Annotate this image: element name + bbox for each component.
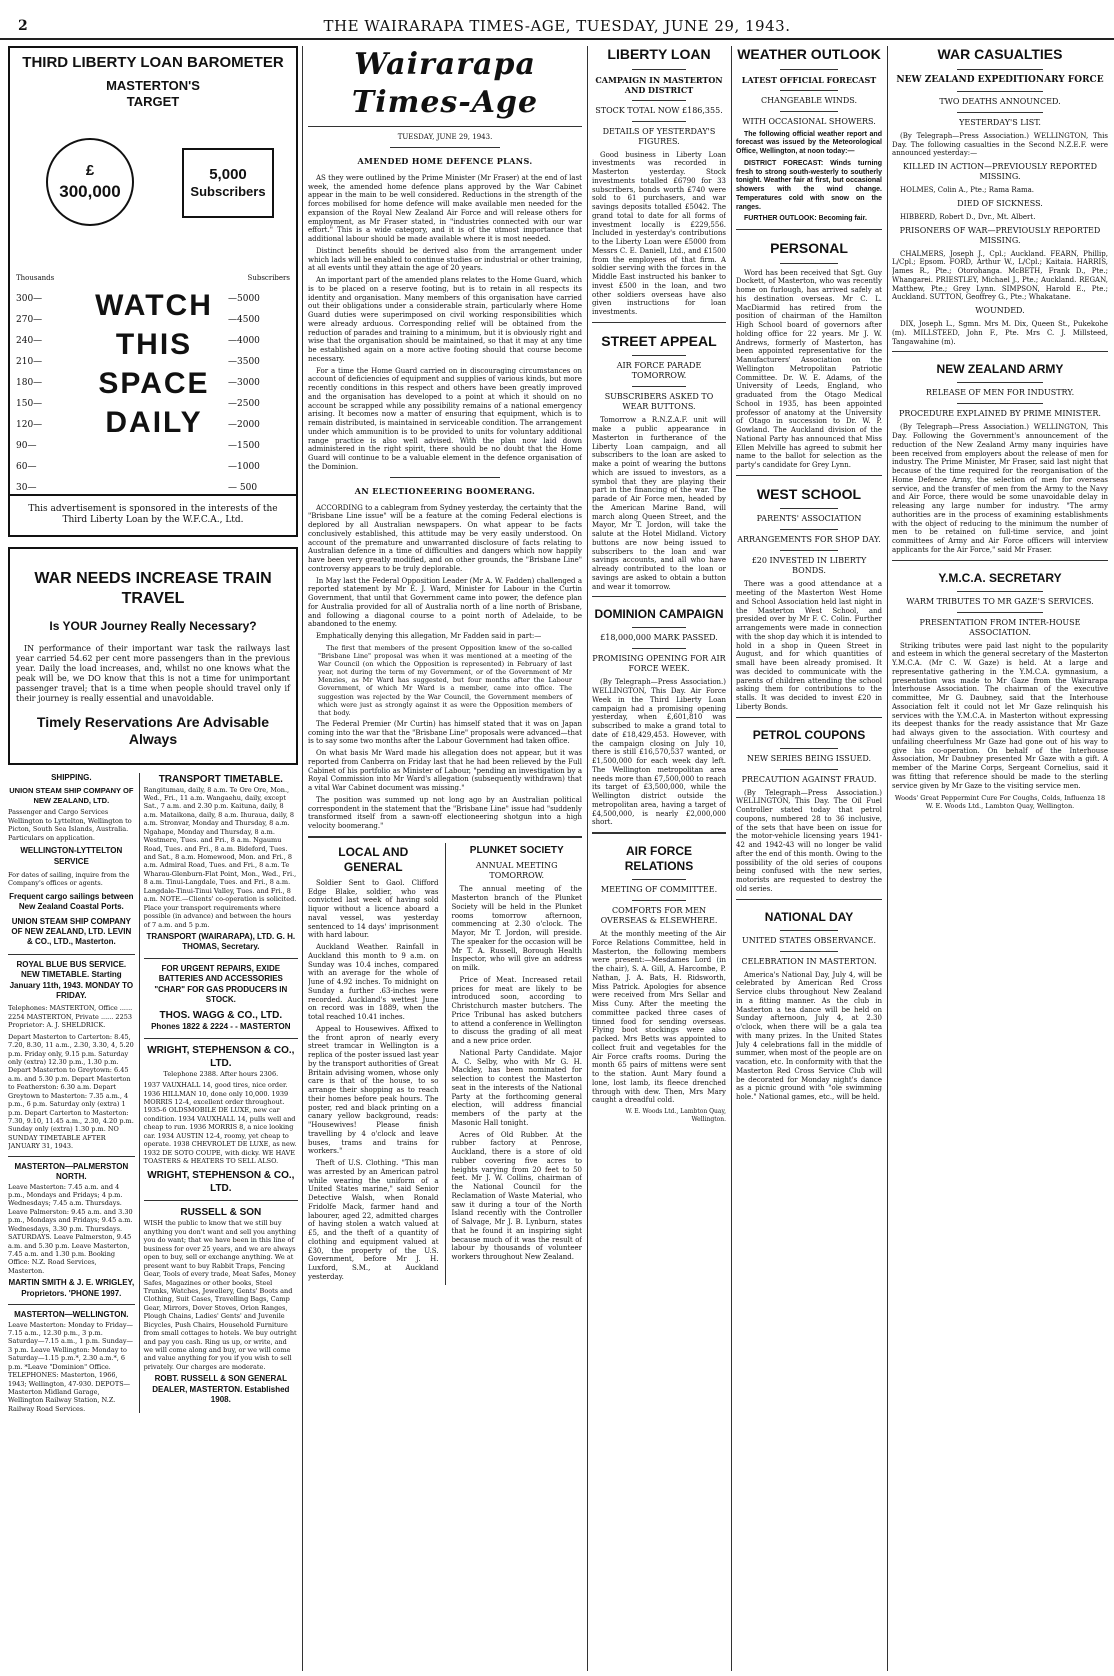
subscribers-scale-tick: —2500 — [228, 399, 260, 409]
russell-footer: ROBT. RUSSELL & SON GENERAL DEALER, MASTERTON. Established 1908. — [152, 1374, 290, 1405]
editorial-paragraph: On what basis Mr Ward made his allegation does not appear, but it was reported from Canberra on Friday last that he had been relieved by the Full Cabinet of his portfolio as Minister of Labour, "pending an investigation by a Royal Commission into Mr Ward's allegation (subsequently withdrawn) that a vital War Cabinet document was missing." — [308, 749, 582, 793]
news-item: The annual meeting of the Masterton branch of the Plunket Society will be held in the Plunket rooms tomorrow afternoon, commencing at 2.30 o'clock. The Mayor, Mr T. Jordon, will preside. The speaker for the occasion will be Mr T. A. Russell, Borough Health Inspector, who will give an address on milk. — [451, 885, 582, 973]
street-appeal-sub2: SUBSCRIBERS ASKED TO WEAR BUTTONS. — [604, 392, 714, 412]
subscribers-scale-tick: —4500 — [228, 315, 260, 325]
new-zealand-army-sub: RELEASE OF MEN FOR INDUSTRY. — [925, 388, 1075, 398]
dominion-campaign-heading: DOMINION CAMPAIGN — [594, 607, 724, 622]
thousands-scale-tick: 270— — [16, 315, 43, 325]
editorial-paragraph: For a time the Home Guard carried on in discouraging circumstances on account of deficiencies of equipment and supplies of various kinds, but more recently conditions in this respect and others have been greatly improved and the organisation has developed to a point at which it should on no account be scrapped while any possibility remains of a national emergency arising. It becomes now a matter of ensuring that equipment, which is to remain distributed, is maintained in serviceable condition. The arrangement under which ammunition is to be provided to units for voluntary additional range practice is also well advised. With the plan now laid down administered in the right spirit, there should be no doubt that the Home Guard will continue to be a valuable element in the defence organisation of the Dominion. — [308, 366, 582, 471]
news-item: Acres of Old Rubber. At the rubber factory at Penrose, Auckland, there is a store of old rubber covering five acres to heights varying from 20 feet to 50 feet. Mr J. W. Collins, chairman of the National Council for the Reclamation of Waste Material, who saw it during a tour of the North Island recently with the Controller of Salvage, Mr J. B. Lynburn, states that he found it an inspiring sight because much of it was the result of labour by thousands of volunteer workers throughout New Zealand. — [451, 1130, 582, 1262]
transport-timetable-footer: TRANSPORT (WAIRARAPA), LTD. G. H. THOMAS, Secretary. — [146, 931, 296, 952]
west-school-body: There was a good attendance at a meeting of the Masterton West Home and School Association held last night in the Masterton West School, and presided over by Mr F. C. Colin. Further arrangements were made in connection with the shop day which it is intended to hold in a shop in Queen Street in August, and for which quantities of small have been already promised. It was decided to communicate with the parents of children attending the school asking them for contributions to the stalls. It was decided to invest £20 in Liberty Bonds. — [736, 580, 882, 711]
classified-ads — [8, 773, 298, 1414]
liberty-loan-stock: STOCK TOTAL NOW £186,355. — [595, 105, 723, 115]
column-editorial — [308, 46, 582, 1671]
shipping-company: UNION STEAM SHIP COMPANY OF NEW ZEALAND, LTD. — [9, 785, 134, 805]
masterton-palmerston-body: Leave Masterton: 7.45 a.m. and 4 p.m., Mondays and Fridays; 4 p.m. Wednesdays; 7.45 a.m. Thursdays. Leave Palmerston: 9.45 a.m. and 3.30 p.m., Mondays and Fridays; 9.45 a.m. Wednesdays, 3.30 p.m. Thursdays. SATURDAYS. Leave Palmerston, 9.45 a.m. and 5.30 p.m. Leave Masterton, 7.45 a.m. and 1.30 p.m. Booking Office: N.Z. Road Services, Masterton. — [8, 1182, 133, 1275]
subscribers-label: Subscribers — [247, 274, 290, 282]
editorial-heading-1: AMENDED HOME DEFENCE PLANS. — [357, 155, 533, 166]
shipping-sailing: For dates of sailing, inquire from the Company's offices or agents. — [8, 870, 130, 888]
train-ad-footer: Timely Reservations Are Advisable Always — [36, 713, 270, 747]
editorial-paragraph: Emphatically denying this allegation, Mr Fadden said in part:— — [316, 632, 542, 640]
subscribers-word: Subscribers — [190, 184, 266, 200]
killed-in-action-heading: KILLED IN ACTION—PREVIOUSLY REPORTED MISSING. — [902, 162, 1098, 181]
war-casualties-sub3: YESTERDAY'S LIST. — [959, 117, 1041, 127]
subscribers-scale-tick: —1500 — [228, 441, 260, 451]
watch-word: DAILY — [105, 406, 203, 439]
target-amount: 300,000 — [59, 181, 121, 201]
shipping-heading: SHIPPING. — [51, 772, 92, 782]
masterton-palmerston-footer: MARTIN SMITH & J. E. WRIGLEY, Proprietors. 'PHONE 1997. — [8, 1278, 135, 1298]
west-school-sub3: £20 INVESTED IN LIBERTY BONDS. — [751, 556, 867, 576]
new-zealand-army-heading: NEW ZEALAND ARMY — [936, 362, 1064, 377]
column-war-casualties — [892, 46, 1108, 1671]
watch-word: WATCH — [95, 289, 213, 322]
petrol-coupons-heading: PETROL COUPONS — [752, 727, 866, 742]
editorial-paragraph: An important part of the amended plans relates to the Home Guard, which is to be placed on a reserve footing, but is to retain in all respects its identity and organisation. Many members of this organisation have carried out their obligations under a considerable strain, particularly where Home Guard duties were superimposed on civil working responsibilities which were already arduous. Corresponding relief will be obtained from the reduction of parades and training to a minimum, but it is obviously right and wise that the organisation should be maintained, so that it may at any time be established again on a more active footing should that course become necessary. — [308, 276, 582, 363]
further-outlook: FURTHER OUTLOOK: Becoming fair. — [744, 215, 867, 223]
war-casualties-intro: (By Telegraph—Press Association.) WELLINGTON, This Day. The following casualties in the Second N.Z.E.F. were announced yesterday:— — [892, 131, 1108, 158]
shipping-body: Passenger and Cargo Services Wellington to Lyttelton, Wellington to Picton, South Sea Islands, Australia. Particulars on application. — [8, 808, 132, 842]
column-divider — [731, 46, 732, 1671]
wright-telephone: Telephone 2388. After hours 2306. — [163, 1069, 279, 1078]
subscribers-target-box — [182, 148, 274, 218]
subscribers-scale-tick: —3500 — [228, 357, 260, 367]
street-appeal-heading: STREET APPEAL — [601, 332, 717, 349]
shipping-route: WELLINGTON-LYTTELTON SERVICE — [20, 846, 123, 866]
thousands-scale-tick: 210— — [16, 357, 43, 367]
prisoners-of-war-list: CHALMERS, Joseph J., Cpl.; Auckland. FEARN, Phillip, L/Cpl.; Epsom. FORD, Arthur W., L/Cpl.; Kaitaia. HARRIS, James R., Pte.; Otorohanga. McBETH, Frank D., Pte.; Whangarei. PRIESTLEY, Michael J., Pte.; Auckland. REGAN, Matthew, Pte.; Grey Lynn. SIMPSON, Harold E., Pte.; Auckland. SUTTON, Geoffrey G., Pte.; Whakatane. — [892, 249, 1108, 302]
masterton-wellington-body: Leave Masterton: Monday to Friday—7.15 a.m., 12.30 p.m., 3 p.m. Saturday—7.15 a.m., 1 p.m. Sunday—3 p.m. Leave Wellington: Monday to Saturday—1.15 p.m.*, 2.30 a.m.*, 6 p.m. *Leave "Dominion" Office. TELEPHONES: Masterton, 1966, 1943; Wellington, 47-930. DEPOTS—Masterton Midland Garage, Wellington Railway Station, N.Z. Railway Road Services. — [8, 1320, 134, 1413]
liberty-loan-heading: LIBERTY LOAN — [607, 46, 711, 62]
weather-sub3: WITH OCCASIONAL SHOWERS. — [742, 116, 876, 126]
masterton-palmerston-heading: MASTERTON—PALMERSTON NORTH. — [14, 1161, 129, 1182]
editorial-paragraph: In May last the Federal Opposition Leader (Mr A. W. Fadden) challenged a reported statement by Mr E. J. Ward, Minister for Labour in the Curtin Government, that until that Government came into power, the defence plan for Australia provided for all of Australia north of a line north of Brisbane, and following a diagonal course to a point north of Adelaide, to be abandoned to the enemy. — [308, 576, 582, 629]
page-number: 2 — [18, 18, 28, 34]
urgent-repairs-ad: FOR URGENT REPAIRS, EXIDE BATTERIES AND ACCESSORIES "CHAR" FOR GAS PRODUCERS IN STOCK. — [154, 963, 288, 1004]
local-general-heading: LOCAL AND GENERAL — [338, 844, 409, 874]
wright-stephenson-name-2: WRIGHT, STEPHENSON & CO., LTD. — [147, 1170, 295, 1195]
air-force-relations-heading: AIR FORCE RELATIONS — [624, 844, 694, 873]
petrol-coupons-body: (By Telegraph—Press Association.) WELLINGTON, This Day. The Oil Fuel Controller stated today that petrol coupons, numbered 28 to 36 inclusive, of the sets that have been on issue for the motor-vehicle licensing years 1941-42 and 1942-43 will no longer be valid after the end of this month. Owing to the possibility of the old series of coupons being confused with the new series, motorists are requested to destroy the old series. — [736, 788, 882, 893]
district-forecast: DISTRICT FORECAST: Winds turning fresh to strong south-westerly to southerly tonight. Weather fair at first, but occasional showers with the wind change. Temperatures cold with snow on the ranges. — [736, 159, 882, 211]
thos-wagg-phones: Phones 1822 & 2224 - - MASTERTON — [151, 1022, 291, 1032]
bus-phones: Telephones: MASTERTON, Office ...... 2254 MASTERTON, Private ...... 2253 Proprietor: A. J. SHELDRICK. — [8, 1004, 133, 1030]
air-force-relations-sub2: COMFORTS FOR MEN OVERSEAS & ELSEWHERE. — [600, 906, 718, 925]
news-item: Auckland Weather. Rainfall in Auckland this month to 9 a.m. on Sunday was 10.4 inches, compared with an average for the whole of June of 4.92 inches. To midnight on Sunday a further .63-inches were recorded. Auckland's wettest June on record was in 1889, when the total reached 10.41 inches. — [308, 943, 439, 1022]
column-divider — [302, 46, 303, 1671]
barometer-scale — [16, 289, 288, 494]
column-weather-personal — [736, 46, 882, 1671]
ymca-secretary-heading: Y.M.C.A. SECRETARY — [938, 570, 1062, 585]
column-liberty-loan — [592, 46, 726, 1671]
russell-body: WISH the public to know that we still buy anything you don't want and sell you anything you do want; that we have been in this line of business for over 25 years, and we are always open to buy, sell or exchange anything. We at present want to buy Rabbit Traps, Fencing Gear, Tools of every trade, Meat Safes, Money Safes, Magazines or other books, Steel Trunks, Watches, Jewellery, Gents' Boots and Clothing, Suit Cases, Travelling Bags, Camp Gear, Mirrors, Dover Stoves, Orion Ranges, Plough Chains, Ladies' Gents' and Juvenile Bicycles, Push Chairs, Household Furniture from small cottages to hotels. We buy outright and pay you cash. Ring us up, or write, and we will come along and buy, or we will come and value anything for you if you wish to sell privately. Our charges are moderate. — [143, 1219, 297, 1371]
watch-this-space-daily — [84, 286, 224, 442]
weather-outlook-heading: WEATHER OUTLOOK — [737, 46, 881, 62]
target-amount-circle — [46, 138, 134, 226]
transport-ads-left — [8, 773, 135, 1414]
killed-in-action-list: HOLMES, Colin A., Pte.; Rama Rama. — [900, 186, 1035, 194]
train-ad-subtitle: Is YOUR Journey Really Necessary? — [49, 618, 257, 633]
ymca-sub: WARM TRIBUTES TO MR GAZE'S SERVICES. — [906, 596, 1094, 606]
weather-sub: LATEST OFFICIAL FORECAST — [741, 74, 877, 85]
thousands-scale-tick: 300— — [16, 294, 43, 304]
thousands-scale-tick: 90— — [16, 441, 37, 451]
pound-sign: £ — [85, 162, 95, 179]
lower-news — [308, 843, 582, 1285]
subscribers-scale-tick: — 500 — [228, 483, 258, 493]
petrol-coupons-sub: NEW SERIES BEING ISSUED. — [746, 753, 872, 763]
train-travel-ad — [8, 547, 298, 765]
shipping-cargo: Frequent cargo sailings between New Zealand Coastal Ports. — [9, 891, 134, 912]
plunket-heading: PLUNKET SOCIETY — [469, 844, 564, 856]
used-cars-list: 1937 VAUXHALL 14, good tires, nice order. 1936 HILLMAN 10, done only 10,000. 1939 MORRIS 12-4, excellent order throughout. 1935-6 OLDSMOBILE DE LUXE, new car condition. 1934 VAUXHALL 14, pulls well and cheap to run. 1936 MORRIS 8, a nice looking car. 1934 AUSTIN 12-4, roomy, yet cheap to operate. 1938 CHEVROLET DE LUXE, as new. 1932 DE SOTO COUPE, with dicky. WE HAVE TOASTERS & HEATERS TO SELL ALSO. — [143, 1081, 297, 1166]
died-of-sickness-list: HIBBERD, Robert D., Dvr., Mt. Albert. — [900, 212, 1036, 221]
national-day-body: America's National Day, July 4, will be celebrated by American Red Cross Service clubs throughout New Zealand in a fitting manner. As the club in Masterton a tea dance will be held on Sunday afternoon, July 4, at 2.30 o'clock, when there will be a gala tea with many prizes. In the United States July 4 celebrations fall in the middle of summer, when most of the people are on vacation, etc. In conformity with that the Masterton Red Cross Service Club will be decorated for Monday night's dance as a picnic ground with "ole swimming hole." National games, etc., will be held. — [736, 970, 882, 1101]
ymca-sub2: PRESENTATION FROM INTER-HOUSE ASSOCIATION. — [919, 617, 1081, 637]
thousands-scale-tick: 30— — [16, 483, 37, 493]
bus-timetable: Depart Masterton to Carterton: 8.45, 7.20, 8.30, 11 a.m., 2.30, 3.30, 4, 5.20 p.m. Friday only, 9.15 p.m. Saturday only (extra) 12.30 p.m., 1.30 p.m. Depart Masterton to Greytown: 6.45 a.m. and 5.30 p.m. Depart Masterton to Featherston: 6.30 a.m. Depart Greytown to Masterton: 7.35 a.m., 4 p.m., 6 p.m. Saturday only (extra) 1 p.m. Depart Carterton to Masterton: 7.30, 9.10, 11.45 a.m., 2.30, 4.20 p.m. Sunday only (extra) 1.30 p.m. NO SUNDAY TIMETABLE AFTER JANUARY 31, 1943. — [8, 1032, 134, 1151]
dominion-campaign-body: (By Telegraph—Press Association.) WELLINGTON, This Day. Air Force Week in the Third Liberty Loan campaign had a promising opening yesterday, when £,601,810 was subscribed to make a grand total to date of £18,429,453. However, with the campaign closing on July 10, there is still £16,570,537 wanted, or £1,500,000 for each week day left. The Wellington metropolitan area needs more than £7,500,000 to reach its target of £3,500,000, while the Wellington district outside the metropolitan area, having a target of £4,500,000, is nearly £2,000,000 short. — [592, 678, 726, 827]
dominion-campaign-sub: £18,000,000 MARK PASSED. — [600, 633, 718, 643]
thousands-scale-tick: 60— — [16, 462, 37, 472]
air-force-relations-body: At the monthly meeting of the Air Force Relations Committee, held in Masterton, the following members were present:—Mesdames Lord (in the chair), S. A. Gill, A. Harcombe, P. Nathan, J. A. Bats, H. Ridsworth, Miss Patrick. Apologies for absence were received from Mrs Sellar and Miss Cuny. After the meeting the committee packed three cases of tinned food for sending overseas. Flying boot stockings were also packed. Mrs Betts was appointed to collect fruit and vegetables for the Air Force crafts rooms. During the month 65 pairs of mittens were sent to the station. Aunt Mary found a lone, lost lamb, its fleece drenched through with dew. Then, Mrs Mary caught a dreadful cold. — [592, 930, 726, 1105]
air-force-relations-sub: MEETING OF COMMITTEE. — [600, 885, 718, 894]
editorial-paragraph: The position was summed up not long ago by an Australian political correspondent in the statement that the "Brisbane Line" issue had "suddenly transformed itself from a sawn-off electioneering shotgun into a high velocity boomerang." — [308, 795, 582, 831]
liberty-loan-body: Good business in Liberty Loan investments was recorded in Masterton yesterday. Stock investments totalled £6790 for 33 subscribers, bonds worth £740 were sold to 61 purchasers, and war savings deposits totalled £5042. The grand total to date for all forms of investment locally is £229,556. Included in yesterday's contributions to the Liberty Loan were £5000 from Messrs C. E. Daniell, Ltd., and £1500 from the employees of that firm. A soldier serving with the forces in the Middle East instructed his banker to invest £500 in the loan, and two other soldiers overseas have also given instructions for loan investments. — [592, 150, 726, 316]
news-item: Soldier Sent to Gaol. Clifford Edge Blake, soldier, who was convicted last week of having sold liquor without a licence aboard a naval vessel, was yesterday sentenced to 14 days' imprisonment with hard labour. — [308, 878, 439, 940]
west-school-sub: PARENTS' ASSOCIATION — [756, 514, 862, 524]
thousands-label: Thousands — [16, 274, 55, 282]
bus-heading: ROYAL BLUE BUS SERVICE. NEW TIMETABLE. Starting January 11th, 1943. MONDAY TO FRIDAY. — [9, 959, 134, 1000]
shipping-agent: UNION STEAM SHIP COMPANY OF NEW ZEALAND, LTD. LEVIN & CO., LTD., Masterton. — [11, 916, 132, 947]
new-zealand-army-body: (By Telegraph—Press Association.) WELLINGTON, This Day. Following the Government's announcement of the reduction of the New Zealand Army many inquiries have been received from employers about the release of men for industry. The Prime Minister, Mr Fraser, said last night that because of the time required for the reorganisation of the Home Defence Army, the selection of men for overseas service, and the transfer of men from the Army to the Navy and Air Force, there would be some unavoidable delay in releasing any large number for industry. "The army authorities are in the process of examining establishments with the object of reducing to the minimum the number of men to be retained on full-time service, and joint committees of Army and Air Force officers will interview applicants for the Air Force," said Mr Fraser. — [892, 423, 1108, 554]
thousands-scale-tick: 180— — [16, 378, 43, 388]
news-item: Theft of U.S. Clothing. "This man was arrested by an American patrol while wearing the uniform of a United States marine," said Senior Detective Walsh, when Ronald Fridolfe Mack, farmer hand and labourer, aged 22, admitted charges of having stolen a watch valued at £5, and the theft of a quantity of clothing and equipment valued at £30, the property of the U.S. Government, before Mr J. H. Luxford, S.M., at Auckland yesterday. — [308, 1159, 439, 1281]
weather-sub2: CHANGEABLE WINDS. — [761, 95, 857, 105]
russell-heading: RUSSELL & SON — [180, 1207, 262, 1219]
prisoners-of-war-heading: PRISONERS OF WAR—PREVIOUSLY REPORTED MISSING. — [899, 225, 1101, 245]
editorial-paragraph: ACCORDING to a cablegram from Sydney yesterday, the certainty that the "Brisbane Line issue" will be a feature at the coming Federal elections is deplored by all Australian newspapers. On what appear to be facts conclusively established, this attitude may be very easily understood. On account of the premature and unwarranted disclosure of facts relating to Australian defence in a time of difficulties and dangers which now happily have been very greatly modified, and on other grounds, the "Brisbane Line" controversy appears to be truly deplorable. — [308, 503, 582, 573]
barometer-title: THIRD LIBERTY LOAN BAROMETER — [22, 54, 284, 71]
weather-note: The following official weather report and forecast was issued by the Meteorological Office, Wellington, at noon today:— — [736, 130, 882, 155]
page-title: THE WAIRARAPA TIMES-AGE, TUESDAY, JUNE 29, 1943. — [323, 17, 791, 35]
transport-ads-right — [144, 773, 298, 1414]
editorial-paragraph: AS they were outlined by the Prime Minister (Mr Fraser) at the end of last week, the amended home defence plans approved by the War Cabinet appear in the main to be well considered. Reductions in the strength of the forces mobilised for home defence will make available men needed for the expansion of the Royal New Zealand Air Force and will release others for employment, as Mr Fraser stated, in "industries connected with our war effort." This is a wide category, and it is of the utmost importance that additional labour should be made available where it is most needed. — [308, 173, 582, 243]
column-divider — [587, 46, 588, 1671]
thos-wagg-name: THOS. WAGG & CO., LTD. — [159, 1010, 283, 1022]
liberty-loan-barometer-ad — [8, 46, 298, 496]
barometer-target-line2: TARGET — [126, 94, 180, 110]
masthead — [0, 0, 1114, 40]
street-appeal-sub: AIR FORCE PARADE TOMORROW. — [616, 361, 702, 381]
news-item: National Party Candidate. Major A. C. Selby, who with Mr G. H. Mackley, has been nominated for selection to contest the Masterton seat in the interests of the National Party at the forthcoming general election, will address financial members of the party at the Masonic Hall tonight. — [451, 1048, 582, 1127]
nameplate: Wairarapa Times-Age — [351, 47, 539, 120]
national-day-sub: UNITED STATES OBSERVANCE. — [742, 935, 876, 945]
street-appeal-body: Tomorrow a R.N.Z.A.F. unit will make a public appearance in Masterton in furtherance of the Liberty Loan campaign, and all subscribers to the loan are asked to make a point of wearing the buttons which are issued to investors, as a symbol that they are playing their part in the financing of the war. The parade of Air Force men, headed by the American Marine Band, will march along Queen Street, and the Mayor, Mr T. Jordon, will take the salute at the Hotel Midland. Victory buttons are now being issued to subscribers to the loan and war savings accounts, and all who have already contributed to the loan or savings are asked to obtain a button and wear it tomorrow. — [592, 416, 726, 591]
ymca-body: Striking tributes were paid last night to the popularity and esteem in which the general secretary of the Masterton Y.M.C.A. (Mr C. W. Gaze) is held. At a large and representative gathering in the Y.M.C.A. gymnasium, a presentation was made to Mr Gaze from the Wairarapa Interhouse Association. The chairman of the executive committee, Mr G. Daubney, said that the Interhouse Association felt it could not let Mr Gaze relinquish his services with the Y.M.C.A. in Masterton without expressing its deepest thanks for the ready assistance that Mr Gaze had always given to the association. With courtesy and unfailing cheerfulness Mr Gaze had gone out of his way to give his co-operation. On behalf of the Interhouse Association, Mr Daubney presented Mr Gaze with a gift. A member of the Marine Corps, Sergeant Cornelius, said it was fitting that reference should be made to the sterling service given by Mr Gaze to the visiting service men. — [892, 641, 1108, 790]
dominion-campaign-sub2: PROMISING OPENING FOR AIR FORCE WEEK. — [592, 654, 726, 674]
editorial-heading-2: AN ELECTIONEERING BOOMERANG. — [354, 485, 536, 496]
plunket-society — [451, 843, 582, 1285]
editorial-paragraph: The Federal Premier (Mr Curtin) has himself stated that it was on Japan coming into the war that the "Brisbane Line" proposals were advanced—that is to say some two months after the Labour Government had taken office. — [308, 719, 582, 746]
train-ad-body: IN performance of their important war task the railways last year carried 54.62 per cent more passengers than in the previous year. Daily the load increases, and, whilst no one knows what the peak will be, we DO know that this is not a time for unimportant passenger travel; that is a time when people should travel only if their journey is really essential and unavoidable. — [16, 643, 290, 703]
subscribers-scale-tick: —2000 — [228, 420, 260, 430]
watch-word: THIS — [115, 328, 193, 361]
liberty-loan-sub: CAMPAIGN IN MASTERTON AND DISTRICT — [595, 74, 723, 95]
national-day-sub2: CELEBRATION IN MASTERTON. — [741, 956, 877, 966]
editorial-quote: The first that members of the present Opposition knew of the so-called "Brisbane Line" proposal was when it was mentioned at a meeting of the War Council (on which the Opposition is represented) in February of last year, not during the term of my Government, or of the Government of Mr Menzies, as Mr Ward has suggested, but four months after the Labour Government, of which Mr Ward is a member, came into office. The suggestion was rejected by the War Council, the Government members of which were just as strongly against it as were the Opposition members of that body. — [318, 643, 572, 717]
train-ad-title: WAR NEEDS INCREASE TRAIN TRAVEL — [34, 569, 272, 607]
war-casualties-heading: WAR CASUALTIES — [937, 46, 1063, 62]
column-divider — [887, 46, 888, 1671]
new-zealand-army-sub2: PROCEDURE EXPLAINED BY PRIME MINISTER. — [899, 409, 1101, 419]
subscribers-scale-tick: —3000 — [228, 378, 260, 388]
thousands-scale-tick: 240— — [16, 336, 43, 346]
watch-word: SPACE — [98, 367, 210, 400]
transport-timetable-body: Rangitumau, daily, 8 a.m. Te Ore Ore, Mon., Wed., Fri., 11 a.m. Wangaehu, daily, except Sat., 7 a.m. and 2.30 p.m. Kaituna, daily, 8 a.m. Mataikona, daily, 8 a.m. Ihuraua, daily, 8 a.m. Stronvar, Monday and Thursday, 8 a.m. Ngahape, Monday and Thursday, 8 a.m. Westmere, Tues. and Fri., 8 a.m. Ngaumu Road, Tues. and Fri., 8 a.m. Bideford, Tues. and Sat., 8 a.m. Homewood, Mon. and Fri., 8 a.m. Admiral Road, Tues. and Fri., 8 a.m. Te Wharau-Glenburn-Flat Point, Mon., Wed., Fri., 8 a.m. Tinui-Langdale, Tues. and Fri., 8 a.m. Langdale-Tinui-Tinui Valley, Tues. and Fri., 8 a.m. NOTE.—Clients' co-operation is solicited. Place your transport requirements where possible (in advance) and between the hours of 7 a.m. and 5 p.m. — [143, 785, 297, 929]
editorial-paragraph: Distinct benefits should be derived also from the arrangement under which lads will be enabled to continue studies or industrial or other training, at all events until they attain the age of 20 years. — [308, 246, 582, 273]
war-casualties-sub2: TWO DEATHS ANNOUNCED. — [939, 96, 1061, 106]
personal-heading: PERSONAL — [770, 240, 848, 256]
west-school-heading: WEST SCHOOL — [756, 485, 862, 502]
national-day-heading: NATIONAL DAY — [764, 909, 854, 924]
barometer-footer: This advertisement is sponsored in the interests of the Third Liberty Loan by the W.F.C.A., Ltd. — [8, 496, 298, 537]
subscribers-count: 5,000 — [209, 166, 247, 184]
barometer-target-line1: MASTERTON'S — [106, 78, 200, 93]
war-casualties-sub: NEW ZEALAND EXPEDITIONARY FORCE — [896, 74, 1104, 85]
plunket-subheading: ANNUAL MEETING TOMORROW. — [475, 861, 558, 881]
column-advertisements — [8, 46, 298, 1671]
subscribers-scale-tick: —1000 — [228, 462, 260, 472]
woods-ad-footer: W. E. Woods Ltd., Lambton Quay, Wellington. — [625, 1108, 726, 1123]
local-and-general — [308, 843, 439, 1285]
liberty-loan-details: DETAILS OF YESTERDAY'S FIGURES. — [602, 126, 716, 146]
petrol-coupons-sub2: PRECAUTION AGAINST FRAUD. — [741, 774, 877, 784]
peppermint-cure-ad: Woods' Great Peppermint Cure For Coughs, Colds, Influenza 18 W. E. Woods Ltd., Lambton Quay, Wellington. — [894, 794, 1106, 811]
news-item: Price of Meat. Increased retail prices for meat are likely to be introduced soon, according to Christchurch master butchers. The Price Tribunal has asked butchers to attend a conference in Wellington to discuss the grading of all meat and a new price order. — [451, 975, 582, 1046]
west-school-sub2: ARRANGEMENTS FOR SHOP DAY. — [737, 535, 881, 545]
editorial-date: TUESDAY, JUNE 29, 1943. — [397, 133, 493, 141]
wounded-list: DIX, Joseph L., Sgmn. Mrs M. Dix, Queen St., Pukekohe (m). MILLSTEED, John F., Pte. Mrs C. J. Millsteed, Tangawahine (m). — [892, 320, 1108, 346]
masterton-wellington-heading: MASTERTON—WELLINGTON. — [14, 1310, 129, 1320]
subscribers-scale-tick: —5000 — [228, 294, 260, 304]
died-of-sickness-heading: DIED OF SICKNESS. — [957, 198, 1043, 208]
wright-stephenson-name: WRIGHT, STEPHENSON & CO., LTD. — [147, 1044, 295, 1069]
transport-timetable-heading: TRANSPORT TIMETABLE. — [158, 773, 283, 785]
subscribers-scale-tick: —4000 — [228, 336, 260, 346]
personal-body: Word has been received that Sgt. Guy Dockett, of Masterton, who was recently home on furlough, has arrived safely at his destination overseas. Mr C. L. MacDiarmid has retired from the position of chairman of the Hamilton High School board of governors after holding office for 22 years. Mr J. W. Andrews, formerly of Masterton, has been appointed representative for the Manufacturers' Association on the Wellington Metropolitan Patriotic Committee. Dr. W. E. Adams, of the University of Leeds, England, who graduated from the Otago Medical School in 1935, has been appointed professor of anatomy at the University of Otago in succession to Dr. W. P. Gowland. The Auckland division of the National Party has announced that Miss Ellen Melville has agreed to submit her name to the ballot for selection as the party's candidate for Grey Lynn. — [736, 268, 882, 469]
thousands-scale-tick: 120— — [16, 420, 43, 430]
news-item: Appeal to Housewives. Affixed to the front apron of nearly every street tramcar in Wellington is a replica of the poster issued last year by the transport authorities of Great Britain advising women, whose only care is that of the house, to so arrange their shopping as to reach their homes before peak hours. The poster, red and black printing on a canary yellow background, reads: "Housewives! Please finish travelling by 4 o'clock and leave buses, trams and trains for workers." — [308, 1024, 439, 1156]
thousands-scale-tick: 150— — [16, 399, 43, 409]
wounded-heading: WOUNDED. — [975, 306, 1025, 315]
